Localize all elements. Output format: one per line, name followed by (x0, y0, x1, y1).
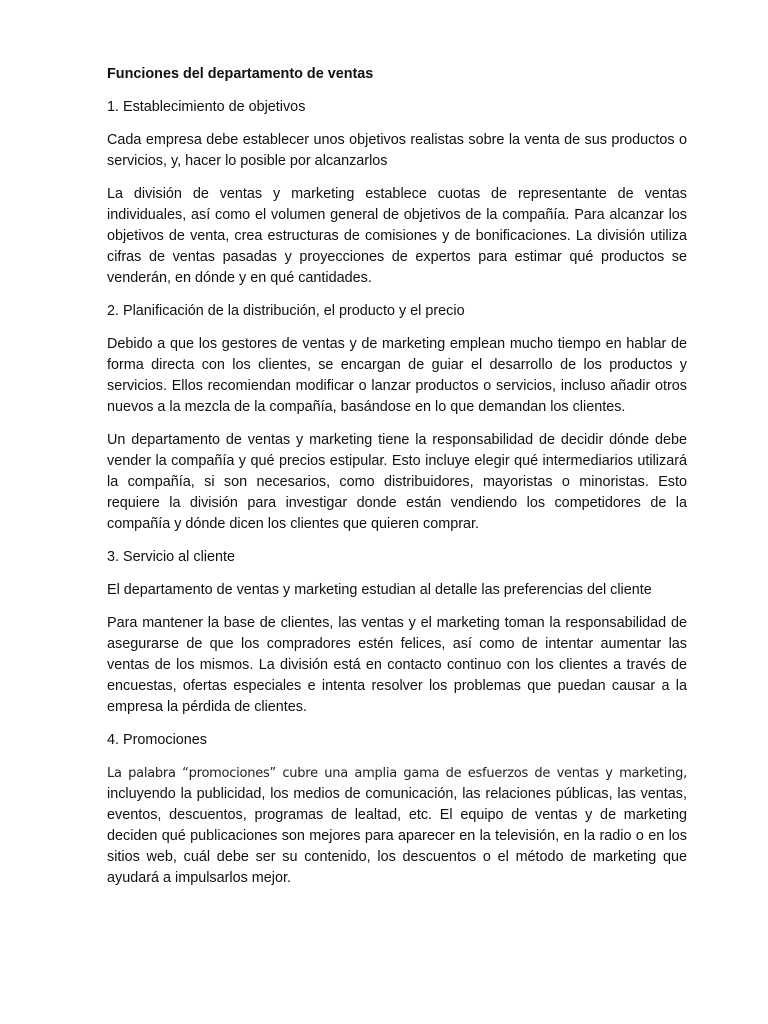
section-3-paragraph-2: Para mantener la base de clientes, las ventas y el marketing toman la responsabilidad de asegurarse de que los compradores estén felices, así como de intentar aumentar las ventas de los mismos. La división está en contacto continuo con los clientes a través de encuestas, ofertas especiales e intenta resolver los problemas que puedan causar a la empresa la pérdida de clientes. (107, 615, 687, 715)
section-4-heading: 4. Promociones (107, 732, 207, 748)
section-1-heading: 1. Establecimiento de objetivos (107, 99, 306, 115)
section-4-paragraph-rest: incluyendo la publicidad, los medios de comunicación, las relaciones públicas, las ventas, eventos, descuentos, programas de lealtad, etc. El equipo de ventas y de marketing deciden qué publicaciones son mejores para aparecer en la televisión, en la radio o en los sitios web, cuál debe ser su contenido, los descuentos o el método de marketing que ayudará a impulsarlos mejor. (107, 786, 687, 886)
section-1-paragraph-2: La división de ventas y marketing establece cuotas de representante de ventas individuales, así como el volumen general de objetivos de la compañía. Para alcanzar los objetivos de venta, crea estructuras de comisiones y de bonificaciones. La división utiliza cifras de ventas pasadas y proyecciones de expertos para estimar qué productos se venderán, en dónde y en qué cantidades. (107, 186, 687, 286)
section-2-paragraph-2: Un departamento de ventas y marketing tiene la responsabilidad de decidir dónde debe vender la compañía y qué precios estipular. Esto incluye elegir qué intermediarios utilizará la compañía, si son necesarios, como distribuidores, mayoristas o minoristas. Esto requiere la división para investigar donde están vendiendo los competidores de la compañía y dónde dicen los clientes que quieren comprar. (107, 432, 687, 532)
section-3-paragraph-1: El departamento de ventas y marketing estudian al detalle las preferencias del cliente (107, 582, 652, 598)
section-1-paragraph-1: Cada empresa debe establecer unos objetivos realistas sobre la venta de sus productos o servicios, y, hacer lo posible por alcanzarlos (107, 132, 687, 169)
document-page (107, 64, 687, 889)
section-4-paragraph-lead: La palabra “promociones” cubre una amplia gama de esfuerzos de ventas y marketing, (107, 766, 687, 781)
section-4-paragraph (107, 763, 687, 889)
section-2-paragraph-1: Debido a que los gestores de ventas y de marketing emplean mucho tiempo en hablar de forma directa con los clientes, se encargan de guiar el desarrollo de los productos y servicios. Ellos recomiendan modificar o lanzar productos o servicios, incluso añadir otros nuevos a la mezcla de la compañía, basándose en lo que demandan los clientes. (107, 336, 687, 415)
document-title: Funciones del departamento de ventas (107, 66, 374, 82)
section-2-heading: 2. Planificación de la distribución, el producto y el precio (107, 303, 465, 319)
section-3-heading: 3. Servicio al cliente (107, 549, 235, 565)
